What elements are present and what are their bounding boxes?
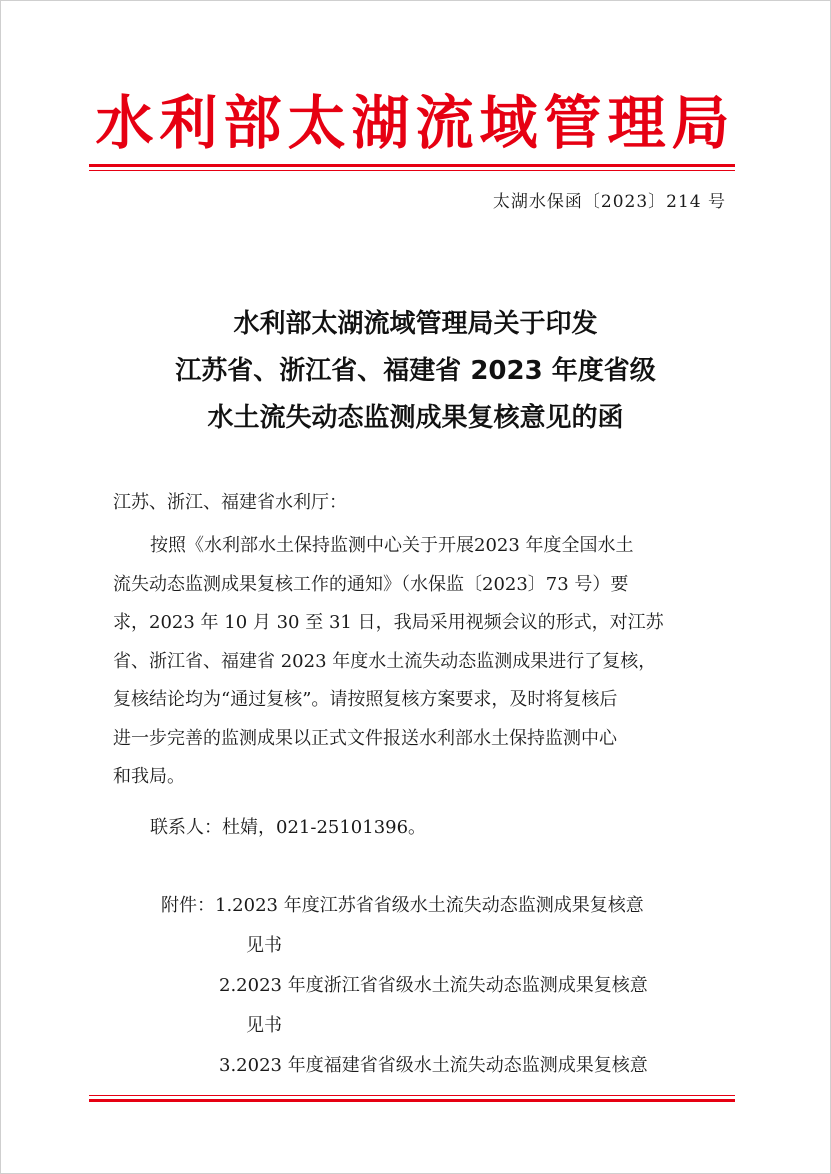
footer-rule-thin: [89, 1095, 735, 1096]
attachment-continuation: 见书: [246, 1015, 282, 1036]
paragraph-line: 复核结论均为“通过复核”。请按照复核方案要求，及时将复核后: [113, 689, 618, 710]
contact-info: 联系人：杜婧，021-25101396。: [150, 817, 427, 838]
paragraph-line: 按照《水利部水土保持监测中心关于开展2023 年度全国水土: [150, 535, 634, 556]
header-rule-thin: [89, 170, 735, 171]
attachment-item: [161, 886, 648, 926]
footer-rule-thick: [89, 1099, 735, 1102]
paragraph-line: 求，2023 年 10 月 30 至 31 日，我局采用视频会议的形式，对江苏: [113, 612, 664, 633]
document-title: [1, 301, 830, 442]
attachment-item: 2.2023 年度浙江省省级水土流失动态监测成果复核意: [219, 975, 648, 996]
paragraph-line: 省、浙江省、福建省 2023 年度水土流失动态监测成果进行了复核，: [113, 650, 657, 672]
title-line: 水利部太湖流域管理局关于印发: [233, 309, 598, 339]
body-paragraph: [113, 527, 733, 797]
paragraph-line: 和我局。: [113, 766, 185, 787]
attachment-continuation: 见书: [246, 935, 282, 956]
attachments-list: [161, 886, 648, 1086]
addressee: 江苏、浙江、福建省水利厅：: [113, 492, 347, 513]
agency-red-header: 水利部太湖流域管理局: [95, 89, 736, 157]
paragraph-line: 流失动态监测成果复核工作的通知》（水保监〔2023〕73 号）要: [113, 573, 629, 595]
document-number: 太湖水保函〔2023〕214 号: [492, 192, 726, 212]
title-line: 江苏省、浙江省、福建省 2023 年度省级: [175, 356, 656, 386]
attachment-item: 3.2023 年度福建省省级水土流失动态监测成果复核意: [219, 1055, 648, 1076]
header-rule-thick: [89, 164, 735, 167]
title-line: 水土流失动态监测成果复核意见的函: [207, 403, 624, 433]
paragraph-line: 进一步完善的监测成果以正式文件报送水利部水土保持监测中心: [113, 727, 617, 749]
attachments-label: 附件：: [161, 895, 215, 916]
attachment-text: 1.2023 年度江苏省省级水土流失动态监测成果复核意: [215, 895, 644, 916]
